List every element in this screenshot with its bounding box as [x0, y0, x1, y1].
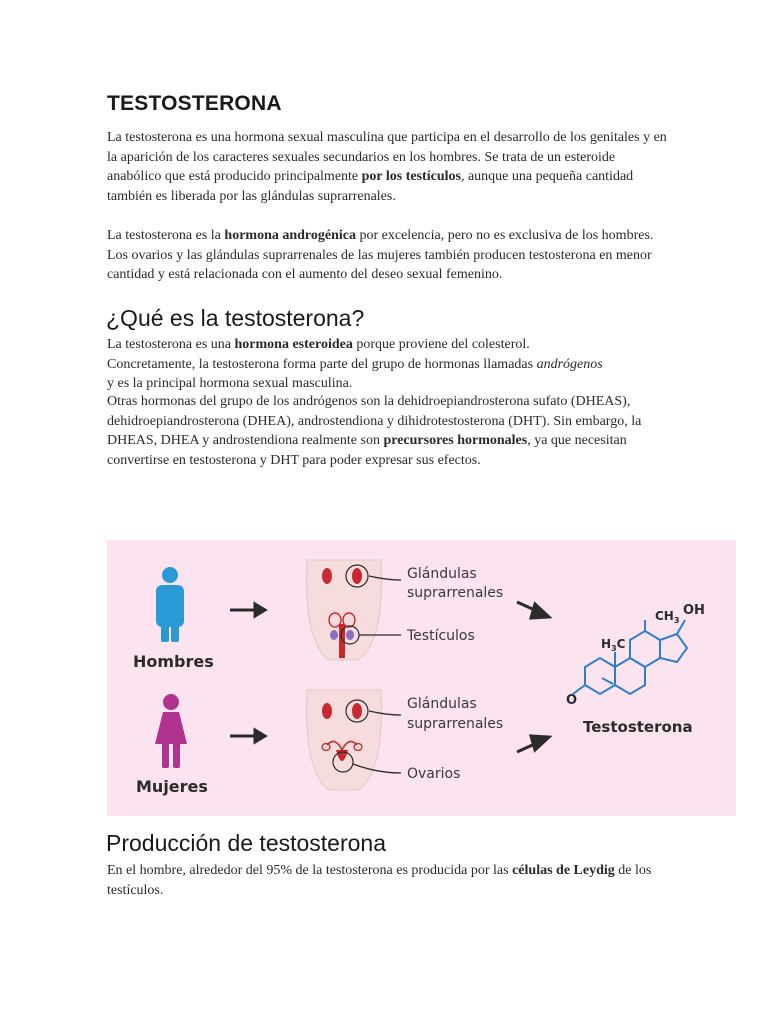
h3c-label: $H_3C$ [601, 637, 626, 653]
glandulas-label-male-line2: suprarrenales [407, 585, 504, 601]
testiculos-label: Testículos [407, 628, 475, 644]
text-span: y es la principal hormona sexual masculina. [107, 376, 353, 392]
text-span: En el hombre, alrededor del 95% de la testosterona es producida por las [107, 863, 513, 878]
male-person-icon [156, 567, 184, 642]
produccion-paragraph-1 [107, 861, 667, 900]
ch3-label: $CH_3$ [655, 609, 680, 625]
text-span: , aunque una pequeña cantidad también es liberada por las glándulas suprarrenales. [107, 169, 634, 204]
text-span: La testosterona es una [107, 337, 235, 352]
figure-illustration [107, 540, 736, 816]
italic-span: andrógenos [536, 356, 603, 372]
ovarios-label: Ovarios [407, 766, 461, 782]
text-span: La testosterona es la [107, 228, 225, 243]
arrow-diagonal-down-icon [517, 602, 549, 618]
testosterone-molecule-diagram [573, 620, 687, 694]
main-heading: TESTOSTERONA [107, 92, 282, 115]
section-heading-produccion: Producción de testosterona [106, 830, 387, 856]
que-paragraph-2 [107, 392, 652, 470]
arrow-diagonal-up-icon [517, 736, 549, 752]
arrow-right-icon [230, 730, 265, 742]
bold-span: hormona esteroidea [234, 337, 353, 352]
bold-span: hormona androgénica [224, 228, 356, 243]
hombres-label: Hombres [133, 652, 214, 671]
text-span: Otras hormonas del grupo de los andrógenos son la dehidroepiandrosterona sufato (DHEAS), dehidroepiandrosterona (DHEA), androstendiona y dihidrotestosterona (DHT). Sin embargo, la DHEAS, DHEA y androstendiona realmente son [107, 394, 642, 449]
bold-span: por los testículos [361, 169, 461, 185]
text-span: por excelencia, pero no es exclusiva de los hombres. Los ovarios y las glándulas suprarrenales de las mujeres también producen testosterona en menor cantidad y está relacionada con el aumento del deseo sexual femenino. [107, 228, 654, 283]
bold-span: células de Leydig [512, 863, 615, 878]
testosterona-figure-label: Testosterona [583, 718, 693, 736]
glandulas-label-male-line1: Glándulas [407, 566, 477, 582]
female-anatomy-illustration [307, 690, 382, 790]
text-span: La testosterona es una hormona sexual masculina que participa en el desarrollo de los genitales y en la aparición de los caracteres sexuales secundarios en los hombres. Se trata de un esteroide anabólico que está producido principalmente [107, 130, 667, 185]
text-span: porque proviene del colesterol. Concretamente, la testosterona forma parte del grupo de hormonas llamadas [107, 337, 537, 372]
text-span: , ya que necesitan convertirse en testosterona y DHT para poder expresar sus efectos. [107, 433, 627, 468]
intro-paragraph-2 [107, 226, 667, 285]
text-span: de los testículos. [107, 863, 652, 898]
oxygen-label: O [566, 693, 578, 708]
oh-label: OH [683, 603, 705, 618]
testosterone-production-figure [107, 540, 736, 816]
bold-span: precursores hormonales [383, 433, 528, 449]
que-paragraph-1 [107, 335, 607, 394]
female-person-icon [155, 694, 187, 768]
mujeres-label: Mujeres [136, 777, 208, 796]
male-anatomy-illustration [307, 560, 382, 660]
section-heading-que: ¿Qué es la testosterona? [106, 305, 365, 331]
arrow-right-icon [230, 604, 265, 616]
glandulas-label-female-line1: Glándulas [407, 696, 477, 712]
intro-paragraph-1 [107, 128, 667, 206]
glandulas-label-female-line2: suprarrenales [407, 716, 504, 732]
